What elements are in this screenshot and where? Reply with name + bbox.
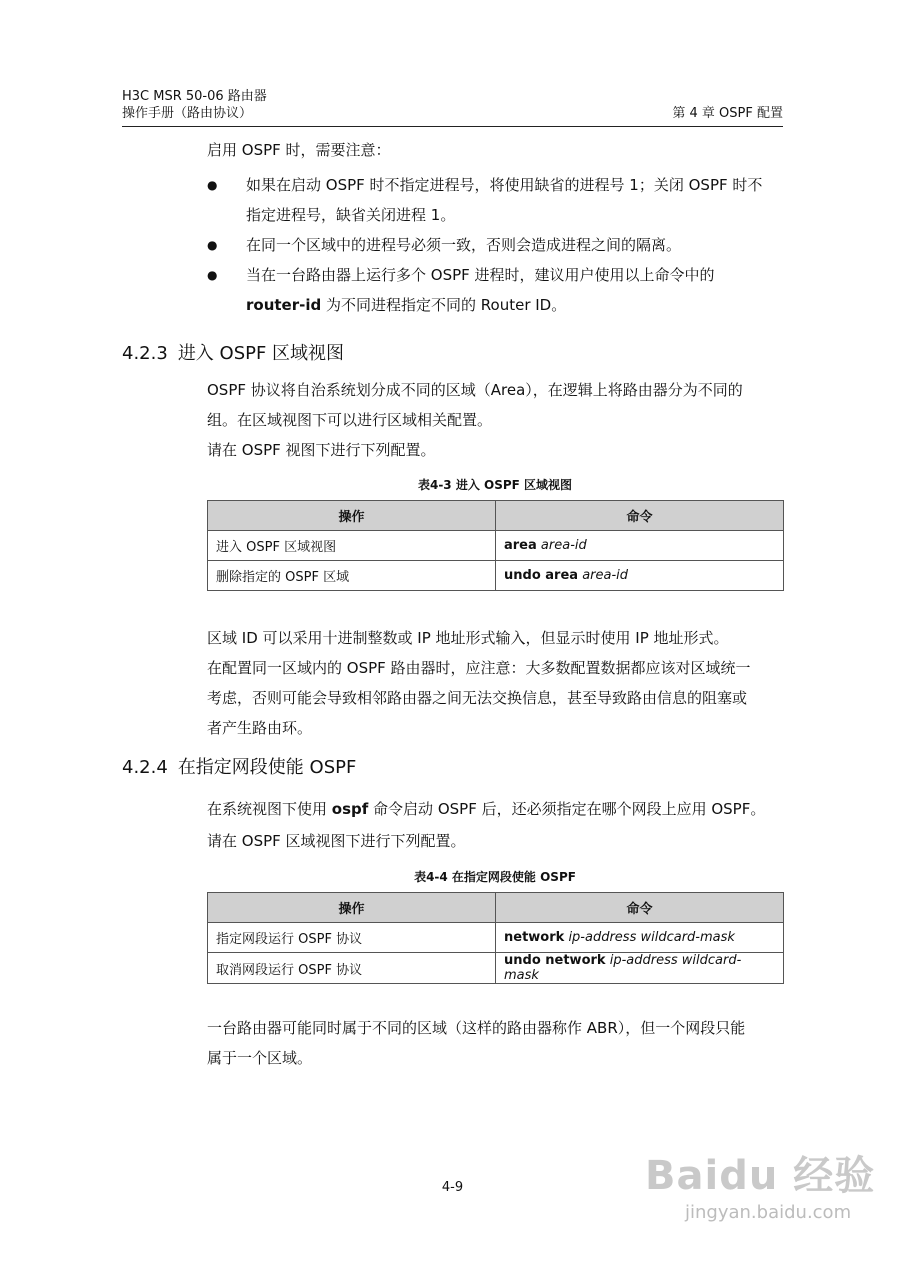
paragraph: 在系统视图下使用 ospf 命令启动 OSPF 后，还必须指定在哪个网段上应用 OSPF。 <box>207 800 766 818</box>
bullet-3-line-2: router-id 为不同进程指定不同的 Router ID。 <box>246 296 567 314</box>
watermark-brand: Baidu 经验 <box>645 1153 876 1199</box>
column-header-command: 命令 <box>496 501 784 531</box>
bullet-dot: ● <box>207 238 218 252</box>
paragraph: 考虑，否则可能会导致相邻路由器之间无法交换信息，甚至导致路由信息的阻塞或 <box>207 689 748 707</box>
table-cell-command: network ip-address wildcard-mask <box>496 923 784 953</box>
watermark <box>645 1150 875 1223</box>
table-cell-command: undo area area-id <box>496 561 784 591</box>
bullet-dot: ● <box>207 268 218 282</box>
table-header-row <box>208 893 784 923</box>
watermark-url: jingyan.baidu.com <box>685 1202 852 1223</box>
table-4-4 <box>207 892 784 984</box>
paragraph: 区域 ID 可以采用十进制整数或 IP 地址形式输入，但显示时使用 IP 地址形式。 <box>207 629 729 647</box>
paragraph: 组。在区域视图下可以进行区域相关配置。 <box>207 411 493 429</box>
paragraph: 请在 OSPF 区域视图下进行下列配置。 <box>207 832 466 850</box>
column-header-operation: 操作 <box>208 501 496 531</box>
section-heading-4-2-3: 4.2.3 进入 OSPF 区域视图 <box>122 343 345 364</box>
paragraph: 属于一个区域。 <box>207 1049 313 1067</box>
paragraph: 请在 OSPF 视图下进行下列配置。 <box>207 441 436 459</box>
table-cell-operation: 取消网段运行 OSPF 协议 <box>208 953 496 984</box>
table-4-3 <box>207 500 784 591</box>
section-heading-4-2-4: 4.2.4 在指定网段使能 OSPF <box>122 757 357 778</box>
paragraph: 一台路由器可能同时属于不同的区域（这样的路由器称作 ABR），但一个网段只能 <box>207 1019 746 1037</box>
header-divider <box>122 126 783 127</box>
bullet-2-line-1: 在同一个区域中的进程号必须一致，否则会造成进程之间的隔离。 <box>246 236 682 254</box>
header-product: H3C MSR 50-06 路由器 <box>122 89 267 104</box>
table-row <box>208 531 784 561</box>
page-number: 4-9 <box>441 1180 464 1195</box>
table-row <box>208 561 784 591</box>
command-ospf: ospf <box>331 800 369 818</box>
table-caption-4-4: 表4-4 在指定网段使能 OSPF <box>414 870 576 884</box>
paragraph: 者产生路由环。 <box>207 719 313 737</box>
table-cell-command: area area-id <box>496 531 784 561</box>
header-manual: 操作手册（路由协议） <box>122 106 253 121</box>
table-cell-operation: 删除指定的 OSPF 区域 <box>208 561 496 591</box>
page-header <box>122 88 783 122</box>
intro-text: 启用 OSPF 时，需要注意： <box>207 141 391 159</box>
bullet-1-line-1: 如果在启动 OSPF 时不指定进程号，将使用缺省的进程号 1；关闭 OSPF 时不 <box>246 176 763 194</box>
column-header-operation: 操作 <box>208 893 496 923</box>
paragraph: 在配置同一区域内的 OSPF 路由器时，应注意：大多数配置数据都应该对区域统一 <box>207 659 751 677</box>
header-chapter: 第 4 章 OSPF 配置 <box>672 106 783 121</box>
table-row <box>208 953 784 984</box>
column-header-command: 命令 <box>496 893 784 923</box>
table-caption-4-3: 表4-3 进入 OSPF 区域视图 <box>417 478 573 492</box>
table-row <box>208 923 784 953</box>
bullet-dot: ● <box>207 178 218 192</box>
table-header-row <box>208 501 784 531</box>
bullet-3-line-1: 当在一台路由器上运行多个 OSPF 进程时，建议用户使用以上命令中的 <box>246 266 715 284</box>
table-cell-operation: 指定网段运行 OSPF 协议 <box>208 923 496 953</box>
bullet-1-line-2: 指定进程号，缺省关闭进程 1。 <box>246 206 456 224</box>
paragraph: OSPF 协议将自治系统划分成不同的区域（Area），在逻辑上将路由器分为不同的 <box>207 381 743 399</box>
table-cell-command: undo network ip-address wildcard-mask <box>496 953 784 984</box>
table-cell-operation: 进入 OSPF 区域视图 <box>208 531 496 561</box>
command-router-id: router-id <box>246 296 322 314</box>
